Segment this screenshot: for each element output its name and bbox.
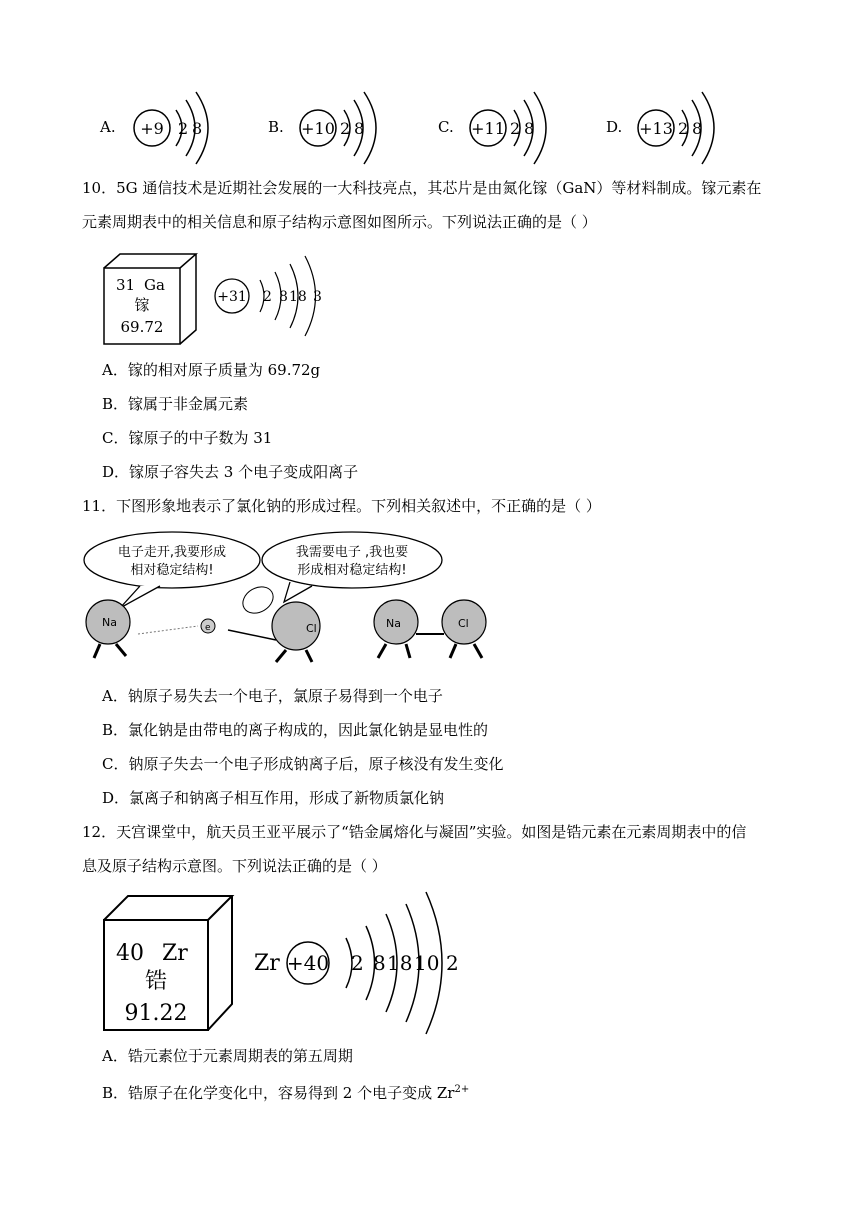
nucleus-charge: +11	[471, 119, 505, 138]
shell-count: 10	[414, 951, 440, 975]
q10-option-a[interactable]: A．镓的相对原子质量为 69.72g	[102, 361, 321, 379]
electron-label: e	[205, 623, 211, 633]
nucleus-charge: +31	[217, 289, 247, 305]
shell-count: 2	[351, 951, 364, 975]
ion-charge: 2+	[454, 1084, 470, 1095]
shell-count: 8	[524, 119, 535, 138]
shell-count: 3	[313, 289, 322, 305]
element-symbol: Zr	[254, 951, 280, 976]
q12-stem-line2: 息及原子结构示意图。下列说法正确的是（ ）	[82, 857, 387, 875]
bubble-text: 形成相对稳定结构!	[297, 563, 407, 578]
bubble-text: 电子走开,我要形成	[117, 545, 227, 560]
shell-count: 8	[354, 119, 365, 138]
shell-count: 2	[678, 119, 689, 138]
q10-option-c[interactable]: C．镓原子的中子数为 31	[102, 429, 273, 447]
option-label: C.	[438, 118, 454, 136]
shell-count: 8	[692, 119, 703, 138]
atom-diagram	[296, 88, 396, 168]
element-symbol: Ga	[144, 276, 165, 294]
bubble-text: 我需要电子 ,我也要	[295, 545, 409, 560]
option-label: B.	[268, 118, 284, 136]
nucleus-charge: +10	[301, 119, 335, 138]
q12-stem-line1: 12．天宫课堂中，航天员王亚平展示了“锆金属熔化与凝固”实验。如图是锆元素在元素周期表中的信	[82, 823, 747, 841]
q11-option-a[interactable]: A．钠原子易失去一个电子，氯原子易得到一个电子	[102, 687, 443, 705]
q12-figure	[100, 886, 480, 1036]
option-label: A.	[100, 118, 116, 136]
q12-option-a[interactable]: A．锆元素位于元素周期表的第五周期	[102, 1047, 353, 1065]
cl-label: Cl	[306, 622, 317, 635]
shell-count: 8	[192, 119, 203, 138]
atomic-mass: 69.72	[120, 318, 164, 336]
shell-count: 8	[373, 951, 386, 975]
q10-figure	[100, 250, 340, 350]
speech-bubble-left	[84, 532, 260, 588]
q10-stem-line1: 10．5G 通信技术是近期社会发展的一大科技亮点，其芯片是由氮化镓（GaN）等材料制成。镓元素在	[82, 179, 762, 197]
option-label: D.	[606, 118, 623, 136]
q11-stem: 11．下图形象地表示了氯化钠的形成过程。下列相关叙述中，不正确的是（ ）	[82, 497, 601, 515]
shell-count: 2	[178, 119, 189, 138]
nucleus-charge: +40	[286, 951, 330, 975]
element-symbol: Zr	[162, 941, 188, 966]
option-b-text: B．锆原子在化学变化中，容易得到 2 个电子变成 Zr	[102, 1084, 455, 1102]
q10-option-d[interactable]: D．镓原子容失去 3 个电子变成阳离子	[102, 463, 359, 481]
shell-count: 18	[289, 289, 307, 305]
shell-count: 2	[340, 119, 351, 138]
speech-bubble-right	[262, 532, 442, 588]
atomic-number: 40	[116, 941, 144, 966]
cl-ion-label: Cl	[458, 617, 469, 630]
atomic-mass: 91.22	[124, 1001, 188, 1026]
na-label: Na	[102, 616, 117, 629]
q10-option-b[interactable]: B．镓属于非金属元素	[102, 395, 249, 413]
shell-count: 2	[510, 119, 521, 138]
na-ion-label: Na	[386, 617, 401, 630]
atom-diagram	[466, 88, 566, 168]
q10-stem-line2: 元素周期表中的相关信息和原子结构示意图如图所示。下列说法正确的是（ ）	[82, 213, 597, 231]
shell-count: 2	[263, 289, 272, 305]
q11-option-c[interactable]: C．钠原子失去一个电子形成钠离子后，原子核没有发生变化	[102, 755, 504, 773]
atom-diagram	[634, 88, 734, 168]
shell-count: 8	[279, 289, 288, 305]
bubble-text: 相对稳定结构!	[130, 563, 214, 578]
q11-option-d[interactable]: D．氯离子和钠离子相互作用，形成了新物质氯化钠	[102, 789, 445, 807]
q11-cartoon	[80, 530, 500, 670]
q11-option-b[interactable]: B．氯化钠是由带电的离子构成的，因此氯化钠是显电性的	[102, 721, 489, 739]
nucleus-charge: +9	[140, 119, 164, 138]
element-name: 镓	[134, 296, 150, 314]
q12-option-b[interactable]	[102, 1080, 469, 1103]
q9-option-a[interactable]	[100, 88, 240, 168]
shell-count: 2	[446, 951, 459, 975]
nucleus-charge: +13	[639, 119, 673, 138]
q9-option-d[interactable]	[606, 88, 746, 168]
q9-options	[100, 88, 740, 168]
atom-diagram	[128, 88, 228, 168]
element-name: 锆	[144, 969, 168, 994]
q9-option-c[interactable]	[438, 88, 578, 168]
atomic-number: 31	[116, 276, 136, 294]
q9-option-b[interactable]	[268, 88, 408, 168]
shell-count: 18	[387, 951, 413, 975]
